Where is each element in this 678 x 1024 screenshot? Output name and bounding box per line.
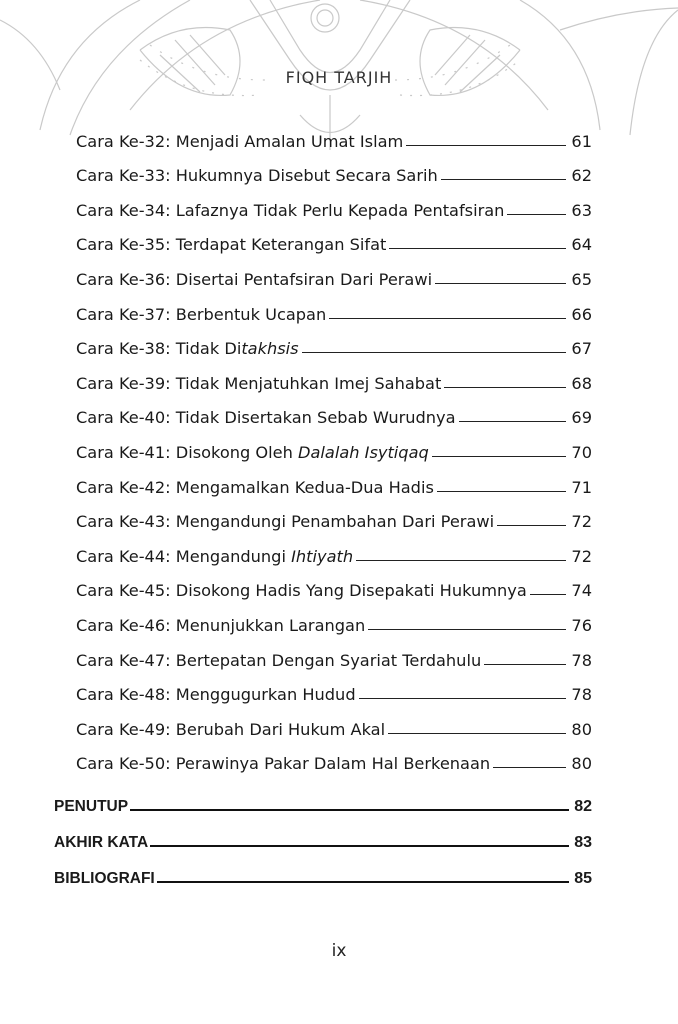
toc-entry-text: Mengamalkan Kedua-Dua Hadis xyxy=(175,477,434,497)
toc-entry-page: 80 xyxy=(571,754,592,774)
toc-entry-prefix: Cara Ke-40: xyxy=(76,408,176,428)
toc-leader-line xyxy=(359,698,567,699)
toc-entry-page: 74 xyxy=(571,581,592,601)
toc-entry-prefix: Cara Ke-47: xyxy=(76,650,176,670)
toc-leader-line xyxy=(441,179,567,180)
toc-entry-title xyxy=(76,547,353,566)
toc-entry[interactable] xyxy=(76,635,592,670)
toc-leader-line xyxy=(530,594,567,595)
toc-leader-line xyxy=(484,664,566,665)
toc-leader-line xyxy=(507,214,566,215)
toc-entry-page: 63 xyxy=(571,200,592,220)
toc-entry-title xyxy=(76,235,386,254)
toc-entry[interactable] xyxy=(76,393,592,428)
toc-entry-text: Mengandungi xyxy=(175,546,292,566)
toc-entry-prefix: Cara Ke-50: xyxy=(76,754,176,774)
toc-entry-page: 66 xyxy=(571,304,592,324)
toc-leader-line xyxy=(459,421,567,422)
toc-entry-page: 72 xyxy=(571,546,592,566)
toc-entry[interactable] xyxy=(76,531,592,566)
toc-entry-page: 62 xyxy=(571,166,592,186)
toc-entry-text: Tidak Disertakan Sebab Wurudnya xyxy=(175,408,456,428)
toc-entry-text: Tidak Di xyxy=(175,339,242,359)
toc-entry-title xyxy=(76,616,365,635)
toc-entry-title xyxy=(76,305,326,324)
toc-entry[interactable] xyxy=(76,462,592,497)
toc-entry-italic-term: Ihtiyath xyxy=(291,546,354,566)
toc-major-page: 85 xyxy=(574,870,592,887)
toc-leader-line xyxy=(432,456,567,457)
toc-leader-line xyxy=(356,560,566,561)
toc-entry-page: 71 xyxy=(571,477,592,497)
toc-entry-prefix: Cara Ke-39: xyxy=(76,373,176,393)
table-of-contents xyxy=(76,116,592,773)
toc-entry-prefix: Cara Ke-36: xyxy=(76,269,176,289)
toc-entry-text: Mengandungi Penambahan Dari Perawi xyxy=(175,512,495,532)
toc-entry-title xyxy=(76,478,434,497)
toc-entry-text: Disertai Pentafsiran Dari Perawi xyxy=(175,269,433,289)
toc-major-title: BIBLIOGRAFI xyxy=(54,870,155,887)
toc-entry-prefix: Cara Ke-46: xyxy=(76,615,176,635)
toc-entry-prefix: Cara Ke-41: xyxy=(76,442,176,462)
toc-entry[interactable] xyxy=(76,566,592,601)
toc-entry-title xyxy=(76,581,527,600)
toc-entry-prefix: Cara Ke-44: xyxy=(76,546,176,566)
toc-entry-page: 70 xyxy=(571,442,592,462)
toc-entry-page: 78 xyxy=(571,685,592,705)
toc-entry-text: Berubah Dari Hukum Akal xyxy=(175,719,386,739)
toc-leader-line xyxy=(388,733,566,734)
toc-entry-title xyxy=(76,651,481,670)
toc-entry-text: Berbentuk Ucapan xyxy=(175,304,327,324)
toc-leader-line xyxy=(406,145,566,146)
toc-entry-title xyxy=(76,132,403,151)
toc-entry-prefix: Cara Ke-32: xyxy=(76,131,176,151)
page-number: ix xyxy=(331,941,347,961)
toc-entry-title xyxy=(76,685,356,704)
toc-entry[interactable] xyxy=(76,670,592,705)
toc-major-entry[interactable] xyxy=(54,780,592,816)
toc-entry-text: Disokong Hadis Yang Disepakati Hukumnya xyxy=(175,581,527,601)
toc-entry[interactable] xyxy=(76,185,592,220)
toc-entry-text: Tidak Menjatuhkan Imej Sahabat xyxy=(175,373,442,393)
toc-entry-page: 80 xyxy=(571,719,592,739)
toc-major-page: 82 xyxy=(574,798,592,815)
toc-major-title: PENUTUP xyxy=(54,798,129,815)
toc-entry[interactable] xyxy=(76,116,592,151)
toc-entry-prefix: Cara Ke-48: xyxy=(76,685,176,705)
toc-entry-text: Bertepatan Dengan Syariat Terdahulu xyxy=(175,650,482,670)
toc-leader-line xyxy=(389,248,566,249)
toc-leader-line xyxy=(150,845,569,847)
toc-entry-text: Menjadi Amalan Umat Islam xyxy=(175,131,404,151)
toc-entry-prefix: Cara Ke-35: xyxy=(76,235,176,255)
toc-entry-title xyxy=(76,166,438,185)
toc-leader-line xyxy=(329,318,566,319)
toc-entry-text: Hukumnya Disebut Secara Sarih xyxy=(175,166,438,186)
toc-leader-line xyxy=(368,629,566,630)
toc-entry[interactable] xyxy=(76,220,592,255)
toc-entry[interactable] xyxy=(76,324,592,359)
toc-entry-title xyxy=(76,512,494,531)
toc-entry-prefix: Cara Ke-43: xyxy=(76,512,176,532)
toc-entry[interactable] xyxy=(76,254,592,289)
toc-entry-page: 78 xyxy=(571,650,592,670)
toc-major-title: AKHIR KATA xyxy=(54,834,149,851)
toc-leader-line xyxy=(497,525,566,526)
toc-entry-italic-term: Dalalah Isytiqaq xyxy=(298,442,429,462)
toc-entry-prefix: Cara Ke-49: xyxy=(76,719,176,739)
toc-entry-text: Perawinya Pakar Dalam Hal Berkenaan xyxy=(175,754,491,774)
toc-entry-page: 61 xyxy=(571,131,592,151)
toc-entry[interactable] xyxy=(76,358,592,393)
toc-entry[interactable] xyxy=(76,289,592,324)
toc-leader-line xyxy=(302,352,567,353)
toc-entry-text: Terdapat Keterangan Sifat xyxy=(175,235,387,255)
toc-entry-title xyxy=(76,201,504,220)
toc-leader-line xyxy=(437,491,567,492)
toc-entry-title xyxy=(76,339,299,358)
toc-entry-prefix: Cara Ke-34: xyxy=(76,200,176,220)
toc-leader-line xyxy=(444,387,566,388)
toc-entry[interactable] xyxy=(76,739,592,774)
toc-major-page: 83 xyxy=(574,834,592,851)
toc-entry-text: Menggugurkan Hudud xyxy=(175,685,356,705)
toc-entry-prefix: Cara Ke-33: xyxy=(76,166,176,186)
toc-entry-title xyxy=(76,374,441,393)
toc-entry-page: 68 xyxy=(571,373,592,393)
toc-entry-title xyxy=(76,443,429,462)
toc-entry[interactable] xyxy=(76,704,592,739)
toc-entry-page: 72 xyxy=(571,512,592,532)
toc-entry[interactable] xyxy=(76,600,592,635)
toc-entry-italic-term: takhsis xyxy=(241,339,299,359)
toc-leader-line xyxy=(130,809,569,811)
toc-entry-title xyxy=(76,408,456,427)
toc-entry[interactable] xyxy=(76,497,592,532)
toc-entry-prefix: Cara Ke-37: xyxy=(76,304,176,324)
toc-entry-title xyxy=(76,754,490,773)
toc-entry-page: 65 xyxy=(571,269,592,289)
toc-entry-text: Lafaznya Tidak Perlu Kepada Pentafsiran xyxy=(175,200,505,220)
toc-entry-page: 64 xyxy=(571,235,592,255)
toc-entry[interactable] xyxy=(76,427,592,462)
toc-entry-prefix: Cara Ke-42: xyxy=(76,477,176,497)
running-header: FIQH TARJIH xyxy=(285,68,393,87)
toc-entry-page: 67 xyxy=(571,339,592,359)
toc-entry-prefix: Cara Ke-45: xyxy=(76,581,176,601)
toc-entry-text: Menunjukkan Larangan xyxy=(175,615,366,635)
toc-leader-line xyxy=(435,283,566,284)
toc-entry[interactable] xyxy=(76,151,592,186)
toc-entry-page: 69 xyxy=(571,408,592,428)
toc-major-entry[interactable] xyxy=(54,852,592,888)
toc-leader-line xyxy=(493,767,566,768)
toc-entry-title xyxy=(76,720,385,739)
toc-entry-prefix: Cara Ke-38: xyxy=(76,339,176,359)
toc-major-entry[interactable] xyxy=(54,816,592,852)
major-sections xyxy=(54,780,592,888)
toc-leader-line xyxy=(157,881,569,883)
toc-entry-page: 76 xyxy=(571,615,592,635)
toc-entry-title xyxy=(76,270,432,289)
toc-entry-text: Disokong Oleh xyxy=(175,442,299,462)
